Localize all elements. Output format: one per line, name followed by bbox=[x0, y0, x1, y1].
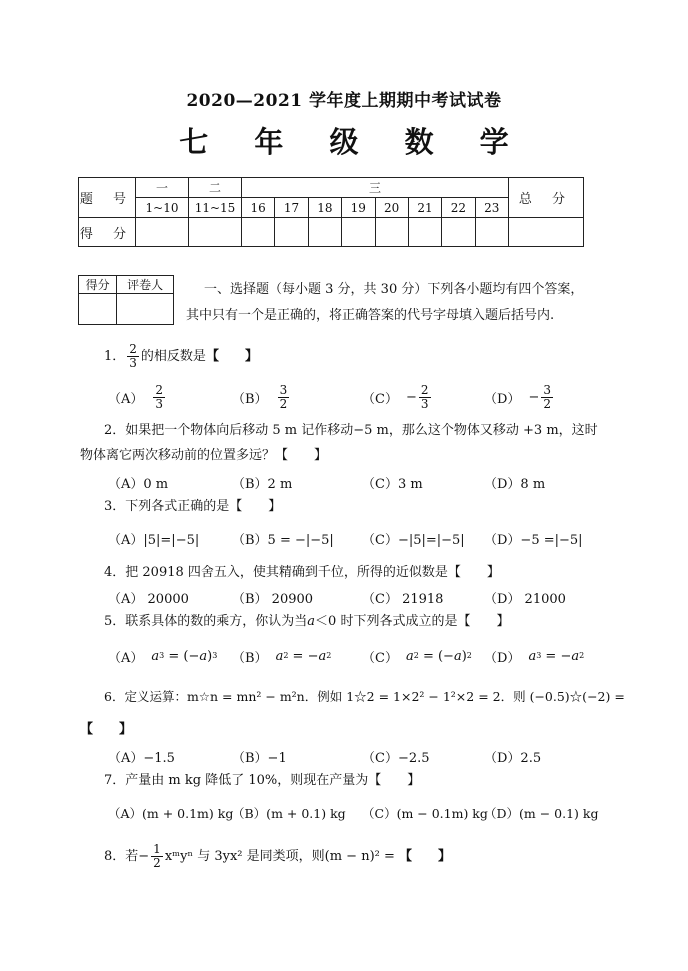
section-one-header: 一 bbox=[136, 178, 189, 198]
question-8: 8．若− $\frac{1}{2}$ xᵐyⁿ 与 3yx² 是同类项，则(m − n)² = 【 】 bbox=[104, 842, 452, 870]
score-cell[interactable] bbox=[375, 218, 408, 247]
question-2-line2: 物体离它两次移动前的位置多远？【 】 bbox=[80, 448, 328, 463]
question-22: 22 bbox=[442, 198, 475, 218]
option-b[interactable]: （B）−1 bbox=[232, 750, 287, 766]
instructions-line: 其中只有一个是正确的，将正确答案的代号字母填入题后括号内. bbox=[186, 308, 555, 323]
score-row-label: 得 分 bbox=[79, 218, 136, 247]
total-score-label: 总 分 bbox=[509, 178, 584, 218]
section-two-header: 二 bbox=[189, 178, 242, 198]
question-4: 4．把 20918 四舍五入，使其精确到千位，所得的近似数是【 】 bbox=[104, 565, 500, 580]
option-a[interactable]: （A） 20000 bbox=[108, 591, 189, 607]
question-text: 的相反数是 bbox=[140, 349, 206, 364]
range-two: 11~15 bbox=[189, 198, 242, 218]
question-17: 17 bbox=[275, 198, 308, 218]
section-one-instructions bbox=[186, 277, 626, 329]
score-cell[interactable] bbox=[442, 218, 475, 247]
option-c[interactable]: （C）−2.5 bbox=[362, 750, 430, 766]
grader-score-label: 得分 bbox=[79, 276, 117, 294]
question-19: 19 bbox=[342, 198, 375, 218]
question-6: 6．定义运算：m☆n = mn² − m²n．例如 1☆2 = 1×2² − 1²×2 = 2．则 (−0.5)☆(−2) = bbox=[104, 689, 625, 704]
option-b[interactable]: （B） 20900 bbox=[232, 591, 314, 607]
range-one: 1~10 bbox=[136, 198, 189, 218]
grader-box bbox=[78, 275, 174, 325]
question-2-line1: 2．如果把一个物体向后移动 5 m 记作移动−5 m，那么这个物体又移动 +3 m，这时 bbox=[104, 423, 598, 438]
option-c[interactable]: （C）−|5|=|−5| bbox=[362, 532, 465, 548]
question-1 bbox=[104, 343, 258, 370]
section-three-header: 三 bbox=[242, 178, 509, 198]
question-20: 20 bbox=[375, 198, 408, 218]
fraction: $\frac{1}{2}$ bbox=[153, 842, 161, 870]
option-b[interactable]: （B） a 2 = − a 2 bbox=[232, 648, 332, 666]
answer-bracket[interactable]: 【 】 bbox=[80, 722, 133, 737]
option-a[interactable]: （A） $\frac{2}{3}$ bbox=[108, 382, 164, 411]
option-d[interactable]: （D） a 3 = − a 2 bbox=[484, 648, 585, 666]
option-b[interactable]: （B）(m + 0.1) kg bbox=[232, 806, 346, 821]
total-score-cell[interactable] bbox=[509, 218, 584, 247]
option-d[interactable]: （D）(m − 0.1) kg bbox=[484, 806, 599, 821]
score-cell[interactable] bbox=[475, 218, 508, 247]
option-d[interactable]: （D）2.5 bbox=[484, 750, 542, 766]
grader-name-label: 评卷人 bbox=[117, 276, 174, 294]
option-d[interactable]: （D） − $\frac{3}{2}$ bbox=[484, 382, 551, 411]
question-23: 23 bbox=[475, 198, 508, 218]
option-a[interactable]: （A）|5|=|−5| bbox=[108, 532, 200, 548]
question-18: 18 bbox=[308, 198, 341, 218]
question-7-options bbox=[108, 793, 599, 833]
question-5-options bbox=[108, 636, 585, 676]
exam-title: 2020—2021 学年度上期期中考试试卷 bbox=[186, 91, 502, 111]
score-cell[interactable] bbox=[275, 218, 308, 247]
score-cell[interactable] bbox=[136, 218, 189, 247]
question-number-label: 题 号 bbox=[79, 178, 136, 218]
exam-subject: 七 年 级 数 学 bbox=[179, 125, 527, 159]
option-a[interactable]: （A）−1.5 bbox=[108, 750, 175, 766]
question-7: 7．产量由 m kg 降低了 10%，则现在产量为【 】 bbox=[104, 773, 421, 788]
option-d[interactable]: （D）−5 =|−5| bbox=[484, 532, 583, 548]
option-a[interactable]: （A） a 3 = (− a ) 3 bbox=[108, 648, 218, 666]
option-c[interactable]: （C） 21918 bbox=[362, 591, 444, 607]
option-c[interactable]: （C） − $\frac{2}{3}$ bbox=[362, 382, 429, 411]
question-16: 16 bbox=[242, 198, 275, 218]
question-1-options bbox=[108, 377, 578, 417]
option-c[interactable]: （C）(m − 0.1m) kg bbox=[362, 806, 488, 821]
question-3: 3．下列各式正确的是【 】 bbox=[104, 499, 282, 514]
question-4-options bbox=[108, 577, 578, 617]
question-6-options bbox=[108, 736, 578, 776]
instructions-line: 一、选择题（每小题 3 分，共 30 分）下列各小题均有四个答案， bbox=[204, 282, 584, 297]
score-cell[interactable] bbox=[189, 218, 242, 247]
grader-name-cell[interactable] bbox=[117, 294, 174, 325]
score-cell[interactable] bbox=[408, 218, 441, 247]
option-d[interactable]: （D） 21000 bbox=[484, 591, 566, 607]
option-a[interactable]: （A）0 m bbox=[108, 476, 169, 492]
question-21: 21 bbox=[408, 198, 441, 218]
question-2-options bbox=[108, 462, 578, 502]
score-table bbox=[78, 177, 584, 247]
answer-bracket[interactable]: 【 】 bbox=[399, 848, 452, 864]
question-3-options bbox=[108, 518, 583, 558]
option-a[interactable]: （A）(m + 0.1m) kg bbox=[108, 806, 234, 821]
answer-bracket[interactable]: 【 】 bbox=[205, 349, 258, 364]
option-c[interactable]: （C） a 2 = (− a ) 2 bbox=[362, 648, 472, 666]
grader-score-cell[interactable] bbox=[79, 294, 117, 325]
score-cell[interactable] bbox=[308, 218, 341, 247]
fraction: $\frac{2}{3}$ bbox=[129, 342, 137, 370]
option-b[interactable]: （B）5 = −|−5| bbox=[232, 532, 334, 548]
question-number: 1． bbox=[104, 349, 126, 364]
option-b[interactable]: （B）2 m bbox=[232, 476, 293, 492]
option-c[interactable]: （C）3 m bbox=[362, 476, 423, 492]
question-5: 5．联系具体的数的乘方，你认为当a＜0 时下列各式成立的是【 】 bbox=[104, 614, 510, 629]
option-b[interactable]: （B） $\frac{3}{2}$ bbox=[232, 382, 288, 411]
score-cell[interactable] bbox=[342, 218, 375, 247]
score-cell[interactable] bbox=[242, 218, 275, 247]
option-d[interactable]: （D）8 m bbox=[484, 476, 546, 492]
